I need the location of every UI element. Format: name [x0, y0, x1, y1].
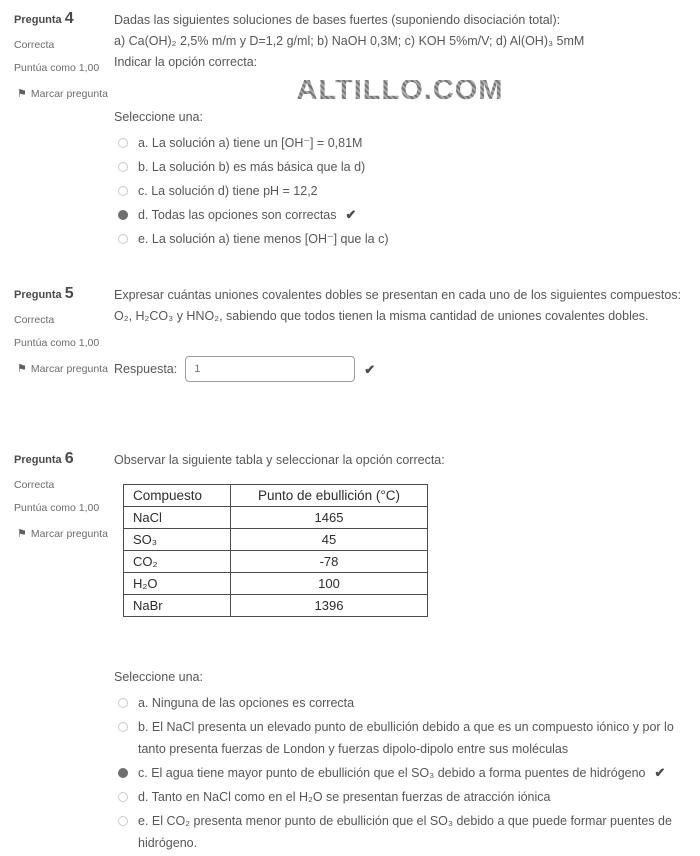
option-label[interactable]: d. Todas las opciones son correctas — [138, 208, 337, 222]
table-row — [124, 507, 428, 529]
answer-option-e — [114, 228, 686, 250]
table-row — [124, 529, 428, 551]
question-text-line: Dadas las siguientes soluciones de bases fuertes (suponiendo disociación total): — [114, 13, 561, 27]
question-4-info — [14, 10, 114, 252]
value-cell: 45 — [231, 529, 428, 551]
answer-option-d — [114, 786, 686, 808]
question-grade: Puntúa como 1,00 — [14, 337, 100, 349]
question-4 — [0, 10, 700, 252]
compound-cell: SO₃ — [124, 529, 231, 551]
answer-input[interactable] — [185, 356, 355, 382]
radio-button[interactable] — [118, 234, 128, 244]
boiling-point-table — [123, 484, 428, 617]
value-cell: 1465 — [231, 507, 428, 529]
value-cell: -78 — [231, 551, 428, 573]
table-row — [124, 573, 428, 595]
radio-button-selected[interactable] — [118, 210, 128, 220]
answer-option-c — [114, 762, 686, 784]
option-label[interactable]: b. El NaCl presenta un elevado punto de ebullición debido a que es un compuesto iónico y por lo tanto presenta fuerzas de London y fuerzas dipolo-dipolo entre sus moléculas — [138, 720, 674, 756]
question-status: Correcta — [14, 479, 55, 491]
option-label[interactable]: e. El CO₂ presenta menor punto de ebullición que el SO₃ debido a que puede formar puentes de hidrógeno. — [138, 814, 672, 850]
question-number-heading — [14, 450, 114, 468]
answer-option-a — [114, 692, 686, 714]
question-number: 5 — [64, 285, 74, 302]
answer-label: Respuesta: — [114, 361, 178, 376]
option-label[interactable]: a. Ninguna de las opciones es correcta — [138, 696, 355, 710]
question-6-content — [114, 450, 700, 856]
question-text: Expresar cuántas uniones covalentes dobles se presentan en cada uno de los siguientes compuestos: O₂, H₂CO₃ y HNO₂, sabiendo que todos tienen la misma cantidad de uniones covalentes dobles. — [114, 288, 682, 323]
question-label: Pregunta — [14, 14, 62, 26]
question-text-line: a) Ca(OH)₂ 2,5% m/m y D=1,2 g/ml; b) NaOH 0,3M; c) KOH 5%m/V; d) Al(OH)₃ 5mM — [114, 34, 585, 48]
radio-button[interactable] — [118, 722, 128, 732]
flag-question-label: Marcar pregunta — [30, 528, 108, 540]
radio-button[interactable] — [118, 792, 128, 802]
table-header-boiling-point: Punto de ebullición (°C) — [231, 485, 428, 507]
select-one-prompt: Seleccione una: — [114, 670, 203, 684]
compound-cell: NaCl — [124, 507, 231, 529]
question-grade: Puntúa como 1,00 — [14, 502, 100, 514]
radio-button[interactable] — [118, 698, 128, 708]
correct-check-icon: ✔ — [654, 765, 666, 780]
question-number-heading — [14, 10, 114, 28]
table-header-compound: Compuesto — [124, 485, 231, 507]
question-grade: Puntúa como 1,00 — [14, 62, 100, 74]
table-header-row — [124, 485, 428, 507]
question-number-heading — [14, 285, 114, 303]
correct-check-icon: ✔ — [364, 361, 376, 377]
question-number: 6 — [64, 450, 74, 467]
flag-icon: ⚑ — [17, 363, 27, 375]
question-5 — [0, 285, 700, 382]
option-label[interactable]: a. La solución a) tiene un [OH⁻] = 0,81M — [138, 136, 363, 150]
option-label[interactable]: d. Tanto en NaCl como en el H₂O se presentan fuerzas de atracción iónica — [138, 790, 551, 804]
radio-button[interactable] — [118, 138, 128, 148]
question-5-info — [14, 285, 114, 382]
compound-cell: CO₂ — [124, 551, 231, 573]
option-label[interactable]: e. La solución a) tiene menos [OH⁻] que la c) — [138, 232, 389, 246]
answer-options — [114, 692, 686, 854]
flag-question-label: Marcar pregunta — [30, 363, 108, 375]
answer-row — [114, 356, 686, 382]
compound-cell: NaBr — [124, 595, 231, 617]
flag-question-label: Marcar pregunta — [30, 88, 108, 100]
flag-question-link[interactable] — [17, 87, 108, 100]
answer-option-b — [114, 156, 686, 178]
question-6-info — [14, 450, 114, 856]
answer-option-d — [114, 204, 686, 226]
value-cell: 1396 — [231, 595, 428, 617]
question-5-content — [114, 285, 700, 382]
question-status: Correcta — [14, 314, 55, 326]
question-status: Correcta — [14, 39, 55, 51]
flag-question-link[interactable] — [17, 527, 108, 540]
question-number: 4 — [64, 10, 74, 27]
compound-cell: H₂O — [124, 573, 231, 595]
radio-button-selected[interactable] — [118, 768, 128, 778]
question-text: Observar la siguiente tabla y seleccionar la opción correcta: — [114, 453, 445, 467]
value-cell: 100 — [231, 573, 428, 595]
answer-option-e — [114, 810, 686, 854]
question-label: Pregunta — [14, 289, 62, 301]
radio-button[interactable] — [118, 186, 128, 196]
table-row — [124, 595, 428, 617]
answer-option-a — [114, 132, 686, 154]
flag-icon: ⚑ — [17, 88, 27, 100]
question-4-content — [114, 10, 700, 252]
option-label[interactable]: c. El agua tiene mayor punto de ebullición que el SO₃ debido a forma puentes de hidrógeno — [138, 766, 646, 780]
question-6 — [0, 450, 700, 856]
question-text-line: Indicar la opción correcta: — [114, 55, 258, 69]
altillo-watermark: ALTILLO.COM — [114, 80, 686, 101]
question-label: Pregunta — [14, 454, 62, 466]
select-one-prompt: Seleccione una: — [114, 110, 203, 124]
answer-options — [114, 132, 686, 250]
flag-icon: ⚑ — [17, 528, 27, 540]
answer-option-b — [114, 716, 686, 760]
answer-option-c — [114, 180, 686, 202]
radio-button[interactable] — [118, 816, 128, 826]
radio-button[interactable] — [118, 162, 128, 172]
flag-question-link[interactable] — [17, 362, 108, 375]
option-label[interactable]: b. La solución b) es más básica que la d) — [138, 160, 366, 174]
table-row — [124, 551, 428, 573]
option-label[interactable]: c. La solución d) tiene pH = 12,2 — [138, 184, 318, 198]
correct-check-icon: ✔ — [345, 207, 357, 222]
